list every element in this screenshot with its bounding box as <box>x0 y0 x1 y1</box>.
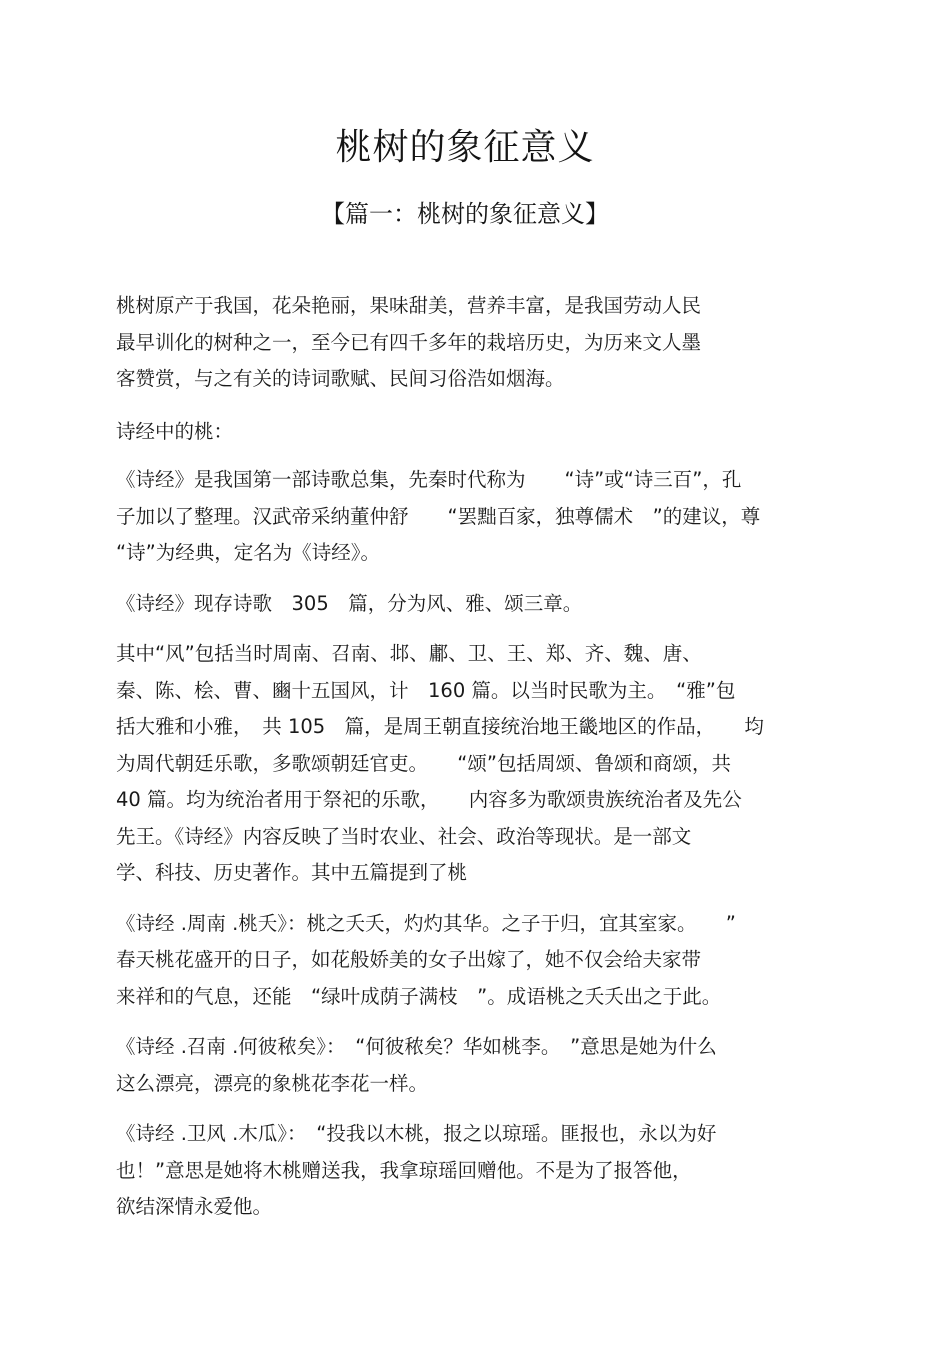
paragraph-line: “诗”为经典，定名为《诗经》。 <box>116 541 380 564</box>
paragraph-line: 《诗经 .周南 .桃夭》：桃之夭夭，灼灼其华。之子于归，宜其室家。 ” <box>116 911 736 935</box>
paragraph-line: 为周代朝廷乐歌，多歌颂朝廷官吏。 “颂”包括周颂、鲁颂和商颂，共 <box>116 751 731 775</box>
paragraph-line: 桃树原产于我国，花朵艳丽，果味甜美，营养丰富，是我国劳动人民 <box>116 294 702 317</box>
paragraph-line: 学、科技、历史著作。其中五篇提到了桃 <box>116 861 468 884</box>
paragraph-line: 也！”意思是她将木桃赠送我，我拿琼瑶回赠他。不是为了报答他， <box>116 1158 692 1182</box>
paragraph-line: 《诗经 .召南 .何彼秾矣》： “何彼秾矣？华如桃李。 ”意思是她为什么 <box>116 1035 717 1058</box>
paragraph-hebinongyi <box>116 1029 838 1102</box>
paragraph-line: 40 篇。均为统治者用于祭祀的乐歌， 内容多为歌颂贵族统治者及先公 <box>116 788 742 811</box>
paragraph-line: 《诗经》是我国第一部诗歌总集，先秦时代称为 “诗”或“诗三百”，孔 <box>116 468 742 491</box>
section-heading: 【篇一：桃树的象征意义】 <box>321 200 609 228</box>
paragraph-taoyao <box>116 906 838 1016</box>
paragraph-line: 《诗经 .卫风 .木瓜》： “投我以木桃，报之以琼瑶。匪报也，永以为好 <box>116 1122 717 1145</box>
paragraph-line: 括大雅和小雅， 共 105 篇，是周王朝直接统治地王畿地区的作品， 均 <box>116 715 764 738</box>
paragraph-line: 《诗经》现存诗歌 305 篇，分为风、雅、颂三章。 <box>116 591 583 615</box>
paragraph-line: 诗经中的桃： <box>116 419 234 443</box>
paragraph-line: 欲结深情永爱他。 <box>116 1195 273 1218</box>
paragraph-line: 最早训化的树种之一，至今已有四千多年的栽培历史，为历来文人墨 <box>116 330 702 354</box>
paragraph-shijing-count <box>116 586 838 623</box>
paragraph-feng-ya-song <box>116 636 838 892</box>
paragraph-line: 来祥和的气息，还能 “绿叶成荫子满枝 ”。成语桃之夭夭出之于此。 <box>116 984 722 1008</box>
document-body <box>116 288 838 1240</box>
paragraph-line: 春天桃花盛开的日子，如花般娇美的女子出嫁了，她不仅会给夫家带 <box>116 948 702 971</box>
paragraph-shijing-heading <box>116 414 838 451</box>
paragraph-shijing-intro <box>116 462 838 572</box>
paragraph-intro <box>116 288 838 398</box>
paragraph-line: 客赞赏，与之有关的诗词歌赋、民间习俗浩如烟海。 <box>116 367 565 390</box>
document-title: 桃树的象征意义 <box>335 127 595 168</box>
paragraph-line: 其中“风”包括当时周南、召南、邶、鄘、卫、王、郑、齐、魏、唐、 <box>116 642 702 665</box>
paragraph-line: 子加以了整理。汉武帝采纳董仲舒 “罢黜百家，独尊儒术 ”的建议，尊 <box>116 504 761 528</box>
paragraph-line: 这么漂亮，漂亮的象桃花李花一样。 <box>116 1071 429 1095</box>
paragraph-line: 先王。《诗经》内容反映了当时农业、社会、政治等现状。是一部文 <box>116 824 692 848</box>
paragraph-mugua <box>116 1116 838 1226</box>
paragraph-line: 秦、陈、桧、曹、豳十五国风，计 160 篇。以当时民歌为主。 “雅”包 <box>116 678 736 702</box>
